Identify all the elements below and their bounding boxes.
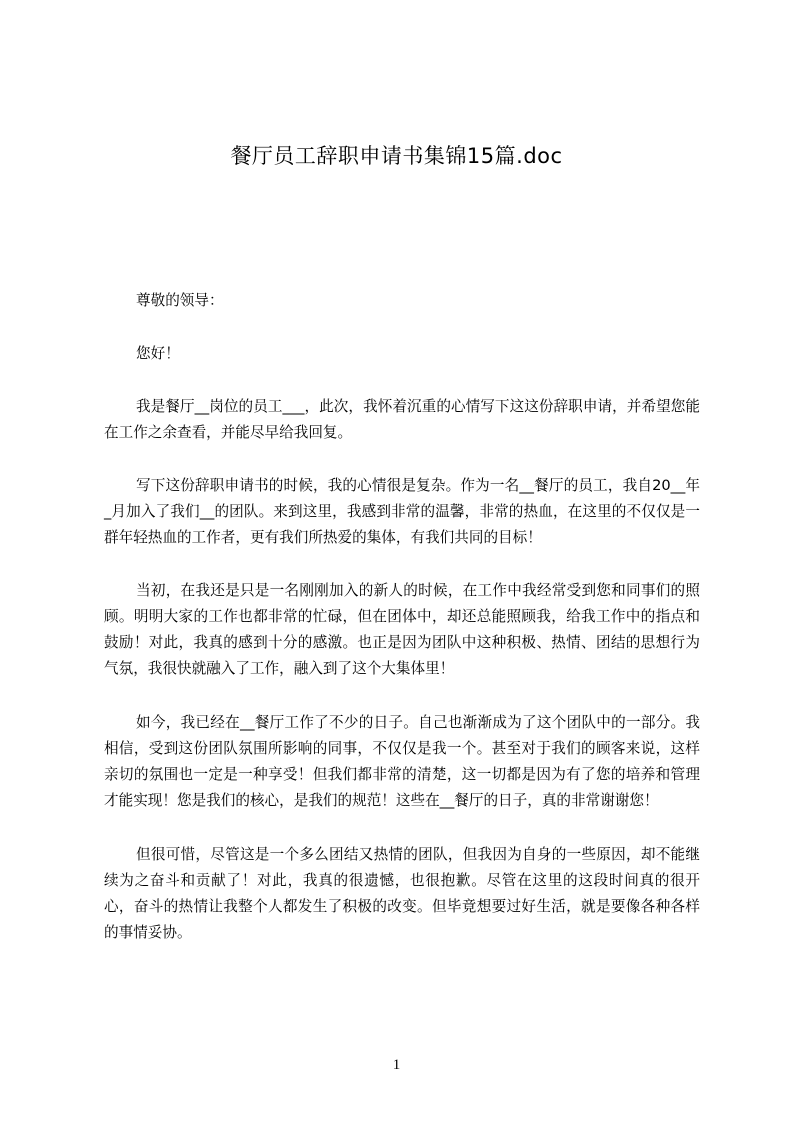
greeting: 您好！ bbox=[136, 345, 180, 362]
page-number: 1 bbox=[392, 1057, 401, 1073]
salutation: 尊敬的领导： bbox=[136, 292, 224, 309]
document-title: 餐厅员工辞职申请书集锦15篇.doc bbox=[230, 144, 563, 168]
body-paragraph-beginning: 当初，在我还是只是一名刚刚加入的新人的时候，在工作中我经常受到您和同事们的照顾。明明大家的工作也都非常的忙碌，但在团体中，却还总能照顾我，给我工作中的指点和鼓励！对此，我真的感到十分的感激。也正是因为团队中这种积极、热情、团结的思想行为气氛，我很快就融入了工作，融入到了这个大集体里！ bbox=[104, 582, 700, 677]
body-paragraph-feelings: 写下这份辞职申请书的时候，我的心情很是复杂。作为一名__餐厅的员工，我自20__年_月加入了我们__的团队。来到这里，我感到非常的温馨，非常的热血，在这里的不仅仅是一群年轻热血的工作者，更有我们所热爱的集体，有我们共同的目标！ bbox=[104, 477, 700, 546]
document-body bbox=[104, 288, 700, 973]
body-paragraph-intro: 我是餐厅__岗位的员工___，此次，我怀着沉重的心情写下这这份辞职申请，并希望您能在工作之余查看，并能尽早给我回复。 bbox=[104, 398, 700, 441]
body-paragraph-reason: 但很可惜，尽管这是一个多么团结又热情的团队，但我因为自身的一些原因，却不能继续为之奋斗和贡献了！对此，我真的很遗憾，也很抱歉。尽管在这里的这段时间真的很开心，奋斗的热情让我整个人都发生了积极的改变。但毕竟想要过好生活，就是要像各种各样的事情妥协。 bbox=[104, 846, 700, 941]
body-paragraph-present: 如今，我已经在__餐厅工作了不少的日子。自己也渐渐成为了这个团队中的一部分。我相信，受到这份团队氛围所影响的同事，不仅仅是我一个。甚至对于我们的顾客来说，这样亲切的氛围也一定是一种享受！但我们都非常的清楚，这一切都是因为有了您的培养和管理才能实现！您是我们的核心，是我们的规范！这些在__餐厅的日子，真的非常谢谢您！ bbox=[104, 714, 700, 809]
